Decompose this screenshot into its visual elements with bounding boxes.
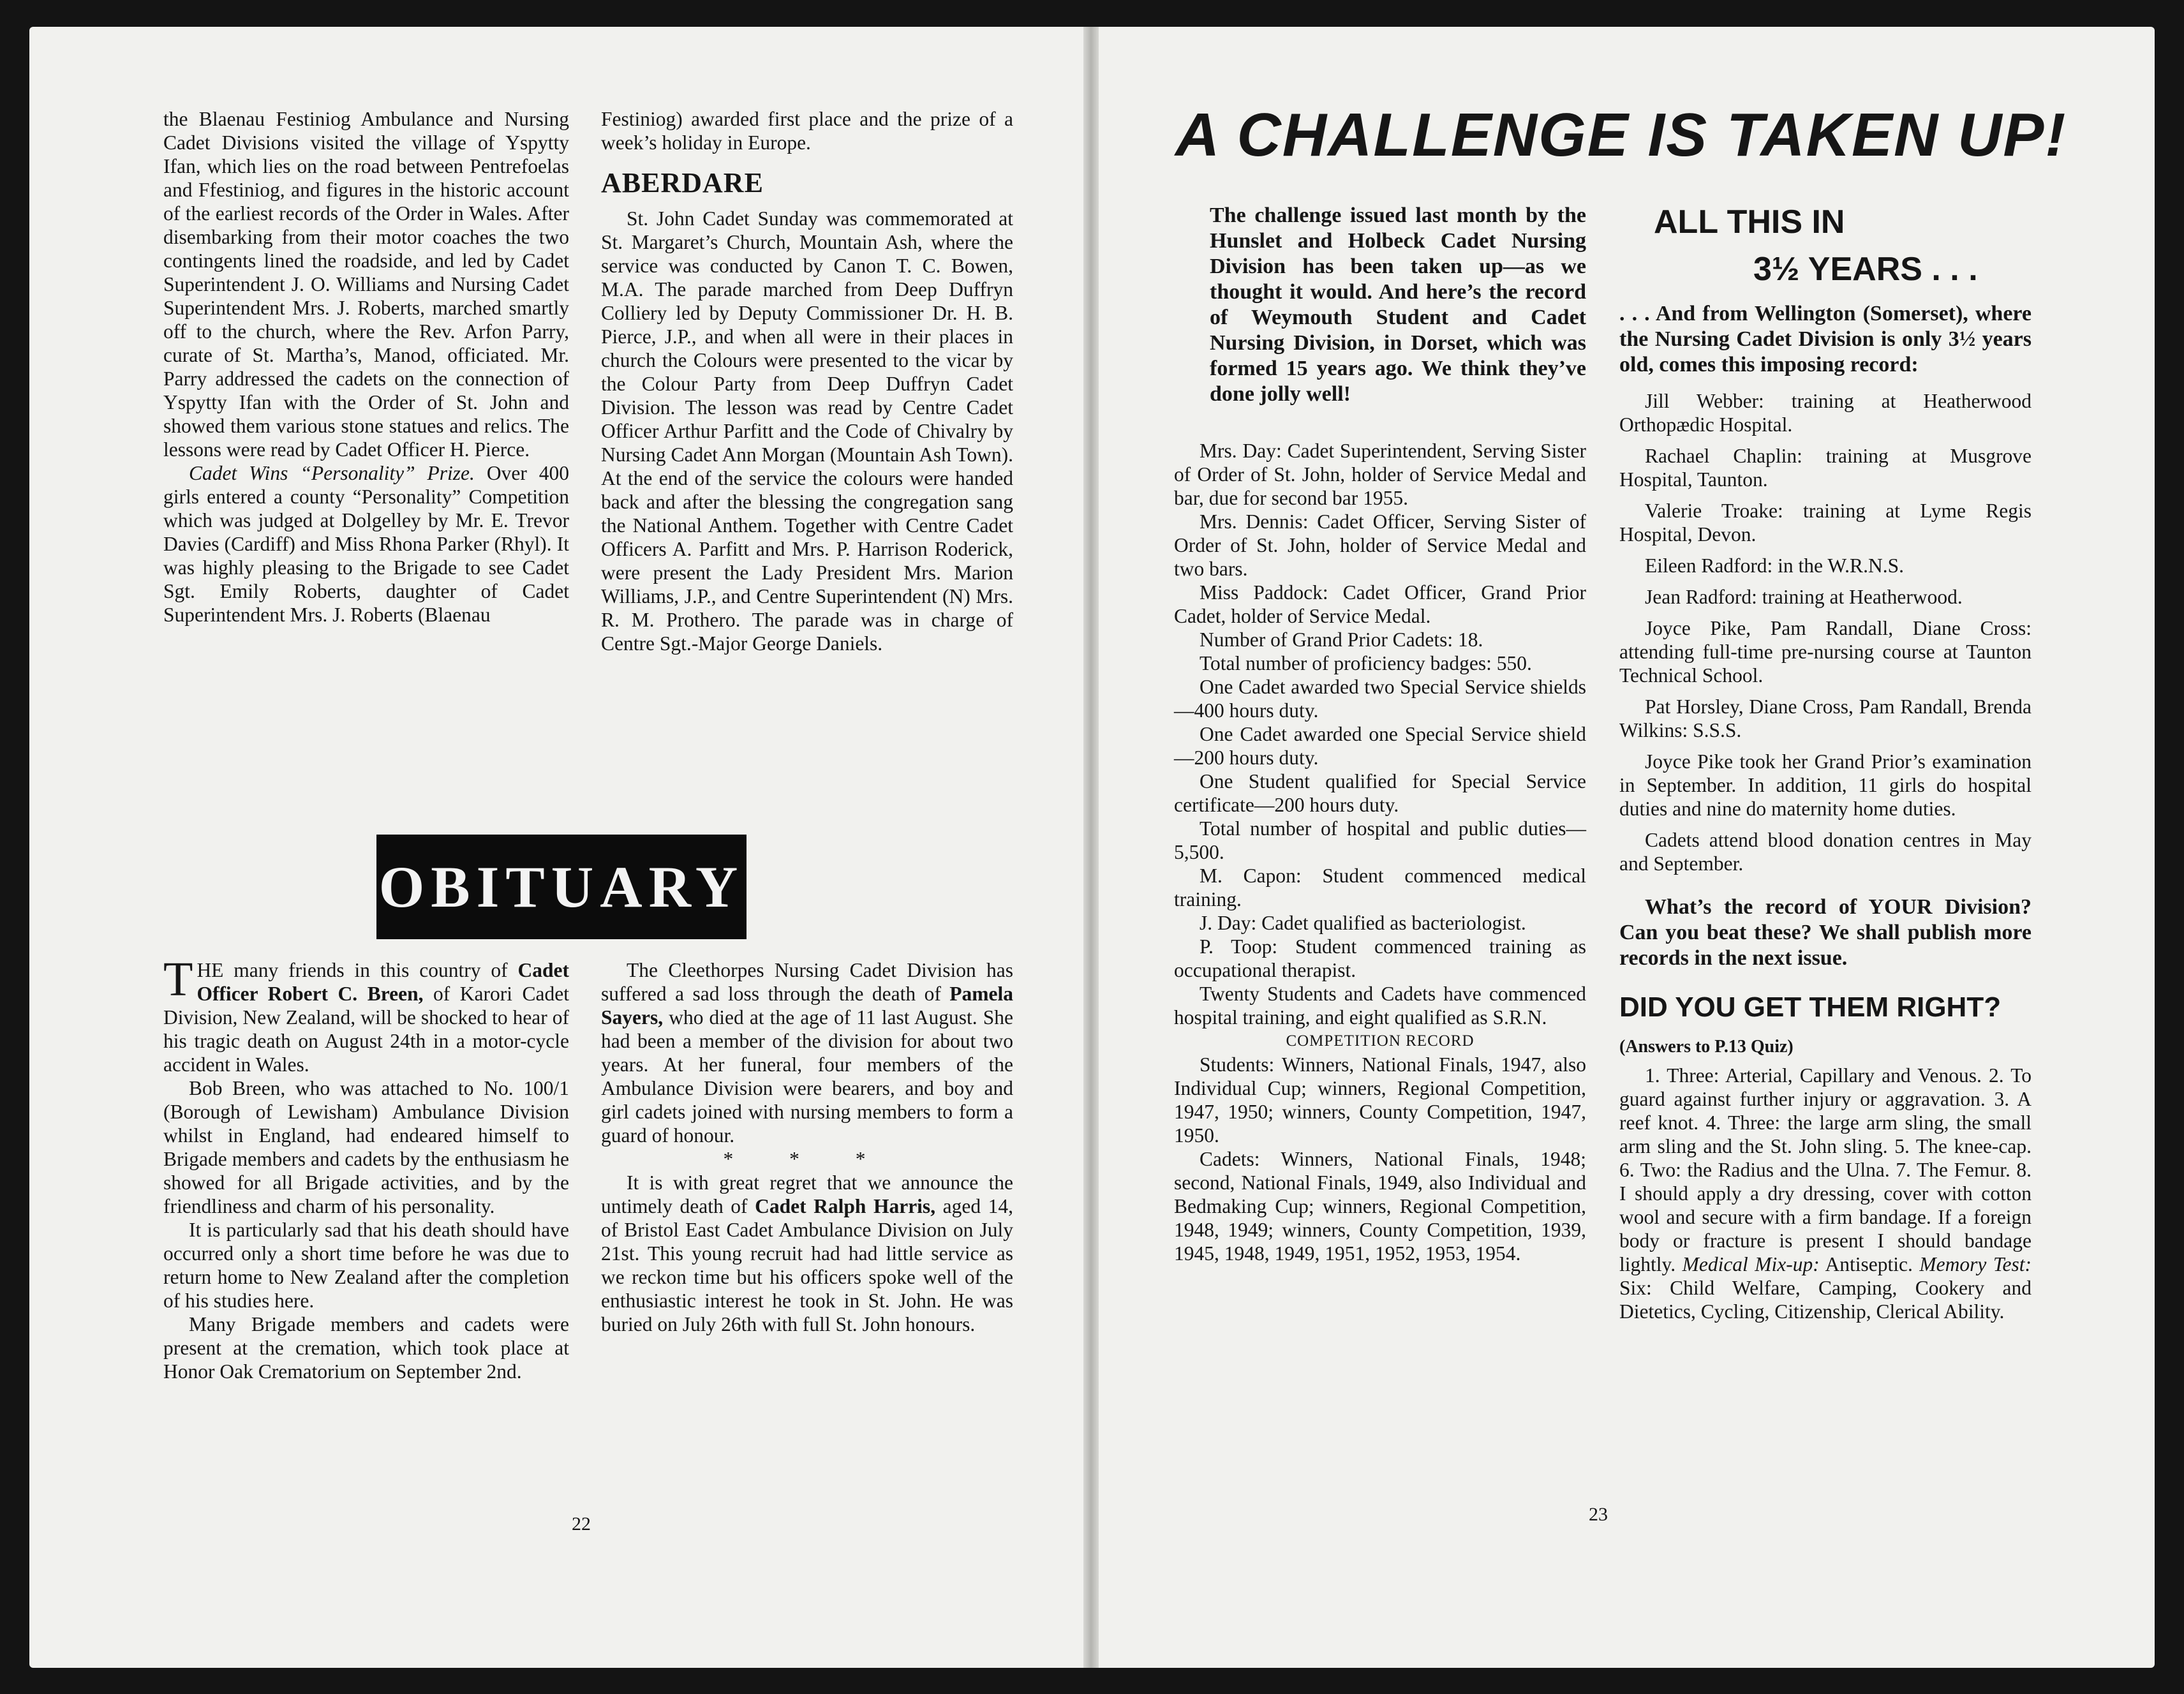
obituary-col2 [601,958,1013,1336]
record-item: Total number of hospital and public duties—5,500. [1174,817,1586,863]
all-this-heading-line1: ALL THIS IN [1654,204,1845,241]
breen-paragraph-3: It is particularly sad that his death should have occurred only a short time before he was due to return home to New Zealand after the completion of his studies here. [163,1219,569,1312]
memory-test-label: Memory Test: [1919,1253,2032,1275]
record-item: Cadets attend blood donation centres in May and September. [1619,829,2032,875]
wellington-record-list [1619,389,2032,875]
yspytty-ifan-paragraph: the Blaenau Festiniog Ambulance and Nursing Cadet Divisions visited the village of Yspytty Ifan, which lies on the road between Pentrefoelas and Ffestiniog, and figures in the historic account of the earliest records of the Order in Wales. After disembarking from their motor coaches the two contingents lined the roadside, and led by Cadet Superintendent J. O. Williams and Nursing Cadet Superintendent Mrs. J. Roberts, marched smartly off to the church, where the Rev. Arfon Parry, curate of St. Martha’s, Manod, officiated. Mr. Parry addressed the cadets on the connection of Yspytty Ifan with the Order of St. John and showed them various stone statues and relics. The lessons were read by Cadet Officer H. Pierce. [163,108,569,461]
dropcap-letter: T [163,953,193,1006]
record-item: Number of Grand Prior Cadets: 18. [1200,628,1483,651]
breen-name: Cadet Officer Robert C. Breen, [197,959,569,1005]
section-stars: * * * [723,1148,891,1170]
weymouth-column [1174,203,1586,1265]
breen-paragraph-4: Many Brigade members and cadets were present at the cremation, which took place at Honor Oak Crematorium on September 2nd. [163,1313,569,1383]
record-item: Miss Paddock: Cadet Officer, Grand Prior Cadet, holder of Service Medal. [1174,581,1586,627]
quiz-subheading: (Answers to P.13 Quiz) [1619,1037,1794,1057]
competition-cadets: Cadets: Winners, National Finals, 1948; second, National Finals, 1949, also Individual and Bedmaking Cup; winners, Regional Competition, 1948, 1949; winners, County Competition, 1939, 1945, 1948, 1949, 1951, 1952, 1953, 1954. [1174,1148,1586,1265]
record-item: One Student qualified for Special Service certificate—200 hours duty. [1174,770,1586,816]
record-item: Joyce Pike took her Grand Prior’s examination in September. In addition, 11 girls do hospital duties and nine do maternity home duties. [1619,750,2032,820]
weymouth-record-list [1174,439,1586,1029]
sayers-name: Pamela Sayers, [601,983,1013,1029]
aberdare-heading: ABERDARE [601,167,764,198]
page-title: A CHALLENGE IS TAKEN UP! [1175,101,2067,169]
wellington-intro: . . . And from Wellington (Somerset), where the Nursing Cadet Division is only 3½ years old, comes this imposing record: [1619,302,2032,376]
sayers-paragraph: The Cleethorpes Nursing Cadet Division has suffered a sad loss through the death of Pamela Sayers, who died at the age of 11 last August. She had been a member of the division for about two years. At her funeral, four members of the Ambulance Division were bearers, and boy and girl cadets joined with nursing members to form a guard of honour. [601,959,1013,1147]
competition-students: Students: Winners, National Finals, 1947, also Individual Cup; winners, Regional Competition, 1947, 1950; winners, County Competition, 1947, 1950. [1174,1053,1586,1147]
harris-paragraph: It is with great regret that we announce the untimely death of Cadet Ralph Harris, aged 14, of Bristol East Cadet Ambulance Division on July 21st. This young recruit had had little service as we reckon time but his officers spoke well of the enthusiastic interest he took in St. John. He was buried on July 26th with full St. John honours. [601,1171,1013,1335]
record-item: Joyce Pike, Pam Randall, Diane Cross: attending full-time pre-nursing course at Taunton Technical School. [1619,617,2032,687]
personality-prize-title: Cadet Wins “Personality” Prize. [189,462,475,484]
record-item: One Cadet awarded one Special Service shield—200 hours duty. [1174,723,1586,769]
wellington-column [1619,203,2032,1323]
record-item: Jill Webber: training at Heatherwood Orthopædic Hospital. [1619,390,2032,436]
competition-record-heading: COMPETITION RECORD [1286,1032,1475,1050]
harris-name: Cadet Ralph Harris, [755,1195,936,1217]
book-gutter [1083,27,1099,1668]
challenge-intro: The challenge issued last month by the Hunslet and Holbeck Cadet Nursing Division has been taken up—as we thought it would. And here’s the record of Weymouth Student and Cadet Nursing Division, in Dorset, which was formed 15 years ago. We think they’ve done jolly well! [1210,204,1586,406]
aberdare-paragraph: St. John Cadet Sunday was commemorated at St. Margaret’s Church, Mountain Ash, where the service was conducted by Canon T. C. Bowen, M.A. The parade marched from Deep Duffryn Colliery led by Deputy Commissioner Dr. H. B. Pierce, J.P., and when all were in their places in church the Colours were presented to the vicar by the Colour Party from Deep Duffryn Cadet Division. The lesson was read by Centre Cadet Officer Arthur Parfitt and the Code of Chivalry by Nursing Cadet Ann Morgan (Mountain Ash Town). At the end of the service the colours were handed back and after the blessing the congregation sang the National Anthem. Together with Centre Cadet Officers A. Parfitt and Mrs. P. Harrison Roderick, were present the Lady President Mrs. Marion Williams, J.P., and Centre Superintendent (N) Mrs. R. M. Prothero. The parade was in charge of Centre Sgt.-Major George Daniels. [601,207,1013,655]
page-number-right: 23 [1589,1504,1608,1525]
all-this-heading [1619,203,2032,288]
all-this-heading-line2: 3½ YEARS . . . [1753,251,1978,288]
quiz-heading: DID YOU GET THEM RIGHT? [1619,992,2002,1023]
record-item: P. Toop: Student commenced training as occupational therapist. [1174,935,1586,981]
left-col2-article [601,107,1013,655]
breen-paragraph-2: Bob Breen, who was attached to No. 100/1 (Borough of Lewisham) Ambulance Division whilst in England, had endeared himself to Brigade members and cadets by the enthusiasm he showed for all Brigade activities, and by the friendliness and charm of his personality. [163,1077,569,1217]
record-item: J. Day: Cadet qualified as bacteriologist. [1200,912,1526,934]
left-col1-article [163,107,569,627]
record-item: Valerie Troake: training at Lyme Regis Hospital, Devon. [1619,500,2032,546]
medical-mixup-label: Medical Mix-up: [1682,1253,1820,1275]
obituary-col1 [163,953,569,1383]
record-item: M. Capon: Student commenced medical training. [1174,865,1586,910]
record-item: Mrs. Dennis: Cadet Officer, Serving Sister of Order of St. John, holder of Service Medal and two bars. [1174,510,1586,580]
personality-prize-paragraph: Cadet Wins “Personality” Prize. Over 400 girls entered a county “Personality” Competition which was judged at Dolgelley by Mr. E. Trevor Davies (Cardiff) and Miss Rhona Parker (Rhyl). It was highly pleasing to the Brigade to see Cadet Sgt. Emily Roberts, daughter of Cadet Superintendent Mrs. J. Roberts (Blaenau [163,462,570,626]
record-item: Rachael Chaplin: training at Musgrove Hospital, Taunton. [1619,445,2032,491]
obituary-banner: OBITUARY [376,835,747,939]
record-item: Mrs. Day: Cadet Superintendent, Serving Sister of Order of St. John, holder of Service Medal and bar, due for second bar 1955. [1174,440,1586,509]
challenge-question: What’s the record of YOUR Division? Can you beat these? We shall publish more records in the next issue. [1619,895,2032,970]
festiniog-continuation: Festiniog) awarded first place and the prize of a week’s holiday in Europe. [601,108,1013,154]
record-item: Twenty Students and Cadets have commenced hospital training, and eight qualified as S.R.N. [1174,983,1586,1029]
record-item: Eileen Radford: in the W.R.N.S. [1645,554,1904,577]
quiz-answers: 1. Three: Arterial, Capillary and Venous. 2. To guard against further injury or aggravation. 3. A reef knot. 4. Three: the large arm sling, the small arm sling and the St. John sling. 5. The knee-cap. 6. Two: the Radius and the Ulna. 7. The Femur. 8. I should apply a dry dressing, cover with cotton wool and secure with a firm bandage. If a foreign body or fracture is present I should bandage lightly. Medical Mix-up: Antiseptic. Memory Test: Six: Child Welfare, Camping, Cookery and Dietetics, Cycling, Citizenship, Clerical Ability. [1619,1064,2032,1323]
record-item: Pat Horsley, Diane Cross, Pam Randall, Brenda Wilkins: S.S.S. [1619,695,2032,741]
page-number-left: 22 [572,1513,591,1534]
record-item: Jean Radford: training at Heatherwood. [1645,586,1963,608]
breen-paragraph-1: THE many friends in this country of Cadet Officer Robert C. Breen, of Karori Cadet Division, New Zealand, will be shocked to hear of his tragic death on August 24th in a motor-cycle accident in Wales. [163,953,569,1076]
record-item: One Cadet awarded two Special Service shields—400 hours duty. [1174,676,1586,722]
record-item: Total number of proficiency badges: 550. [1200,652,1532,674]
